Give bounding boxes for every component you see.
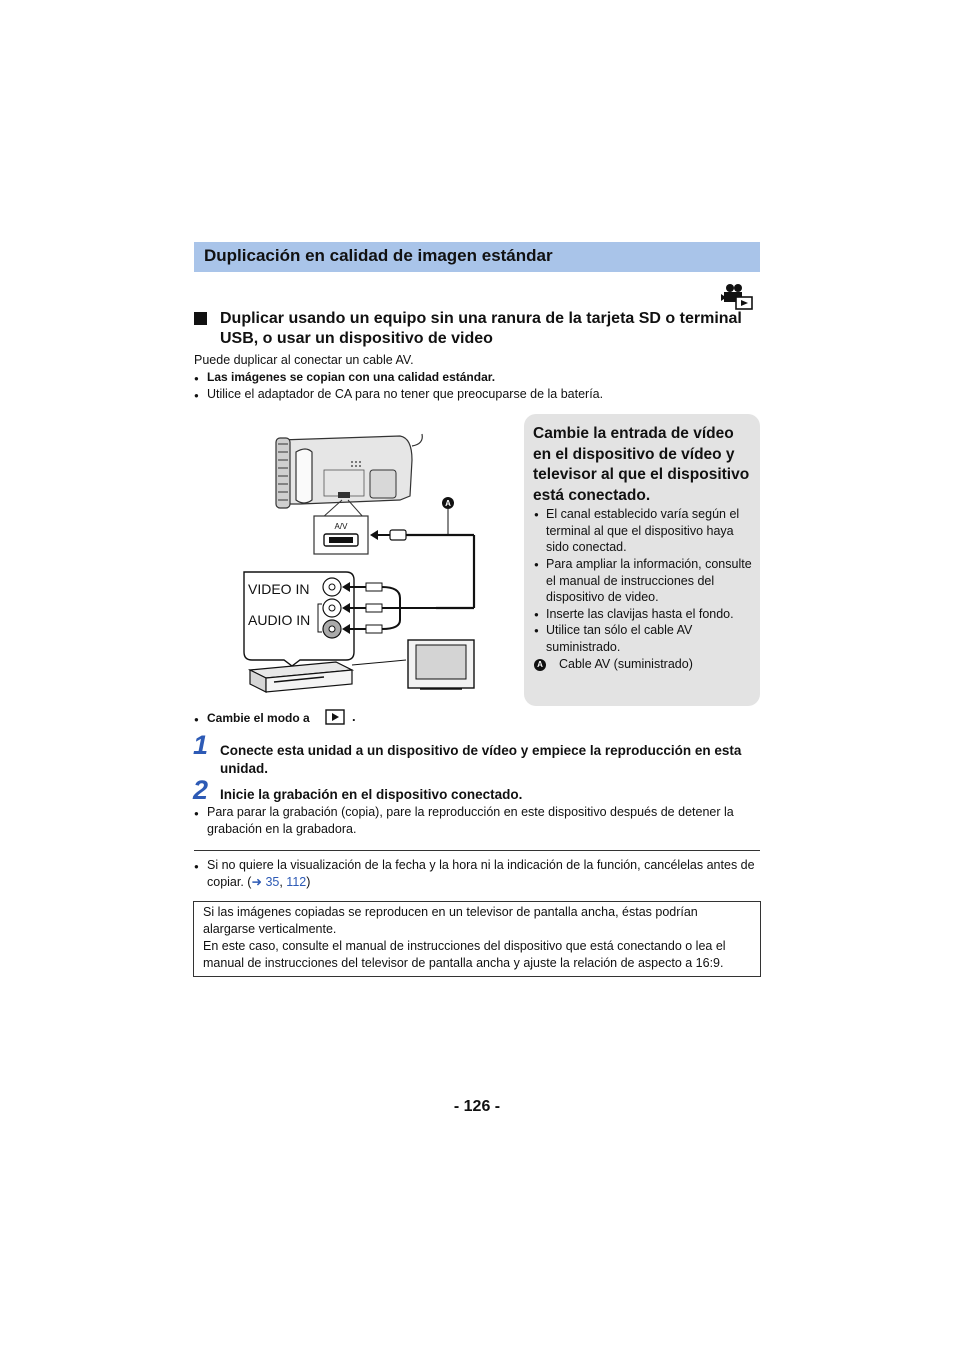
video-in-label: VIDEO IN — [248, 581, 310, 597]
ref-link-35[interactable]: 35 — [265, 875, 280, 889]
callout-title: Cambie la entrada de vídeo en el dispositivo de vídeo y televisor al que el dispositivo está conectado. — [533, 425, 750, 504]
ref-link-112[interactable]: 112 — [286, 875, 307, 889]
marker-a: A — [445, 499, 451, 508]
bullet-adapter: ● Utilice el adaptador de CA para no tener que preocuparse de la batería. — [207, 386, 603, 403]
callout-item: ● Para ampliar la información, consulte el manual de instrucciones del dispositivo de video. — [546, 556, 754, 606]
page-number: - 126 - — [453, 1098, 501, 1115]
rca-jacks — [323, 578, 341, 638]
widescreen-note-box — [193, 901, 761, 977]
video-playback-mode-icon — [718, 283, 754, 311]
video-recorder-illustration — [250, 662, 352, 692]
step2-note: ● Para parar la grabación (copia), pare la reproducción en este dispositivo después de detener la grabación en la grabadora. — [207, 804, 762, 838]
ref-arrow: ➜ — [251, 875, 262, 889]
callout-item: ● Utilice tan sólo el cable AV suministrado. — [546, 622, 754, 655]
bullet-quality: ● Las imágenes se copian con una calidad estándar. — [207, 369, 495, 386]
section-header — [194, 242, 760, 272]
note-date-display — [207, 857, 762, 891]
callout-item: ● El canal establecido varía según el terminal al que el dispositivo haya sido conectad. — [546, 506, 754, 556]
port-label: A/V — [334, 522, 348, 531]
audio-in-label: AUDIO IN — [248, 612, 311, 628]
ref-end: ) — [306, 875, 311, 889]
divider — [194, 850, 760, 851]
square-bullet-icon — [194, 312, 207, 325]
mode-change-suffix: . — [352, 709, 356, 724]
connection-diagram — [240, 430, 485, 695]
step-number: 2 — [193, 775, 209, 805]
note-text: Si no quiere la visualización de la fecha y la hora ni la indicación de la función, cancélelas antes de copiar. ( — [207, 858, 755, 889]
box-note-line1: Si las imágenes copiadas se reproducen en un televisor de pantalla ancha, éstas podrían alargarse verticalmente. — [203, 905, 698, 936]
legend-marker-a: A — [534, 659, 546, 671]
television-illustration — [408, 640, 474, 689]
intro-text: Puede duplicar al conectar un cable AV. — [194, 353, 414, 367]
callout-item: ● Inserte las clavijas hasta el fondo. — [546, 606, 754, 623]
mode-change-text: ● Cambie el modo a — [207, 710, 310, 727]
subsection-title: Duplicar usando un equipo sin una ranura de la tarjeta SD o terminal USB, o usar un dispositivo de video — [220, 310, 742, 347]
box-note-line2: En este caso, consulte el manual de instrucciones del dispositivo que está conectando o lea el manual de instrucciones del televisor de pantalla ancha y ajuste la relación de aspecto a 16:9. — [203, 939, 726, 970]
step-text: Conecte esta unidad a un dispositivo de vídeo y empiece la reproducción en esta unidad. — [220, 743, 742, 776]
step-number: 1 — [193, 730, 209, 760]
step-text: Inicie la grabación en el dispositivo conectado. — [220, 787, 523, 802]
playback-mode-icon — [325, 709, 345, 725]
section-title: Duplicación en calidad de imagen estándar — [204, 246, 553, 265]
ref-sep: , — [279, 875, 287, 889]
camcorder-illustration — [276, 434, 422, 508]
legend-text: Cable AV (suministrado) — [559, 657, 693, 671]
rca-plugs — [342, 582, 382, 634]
